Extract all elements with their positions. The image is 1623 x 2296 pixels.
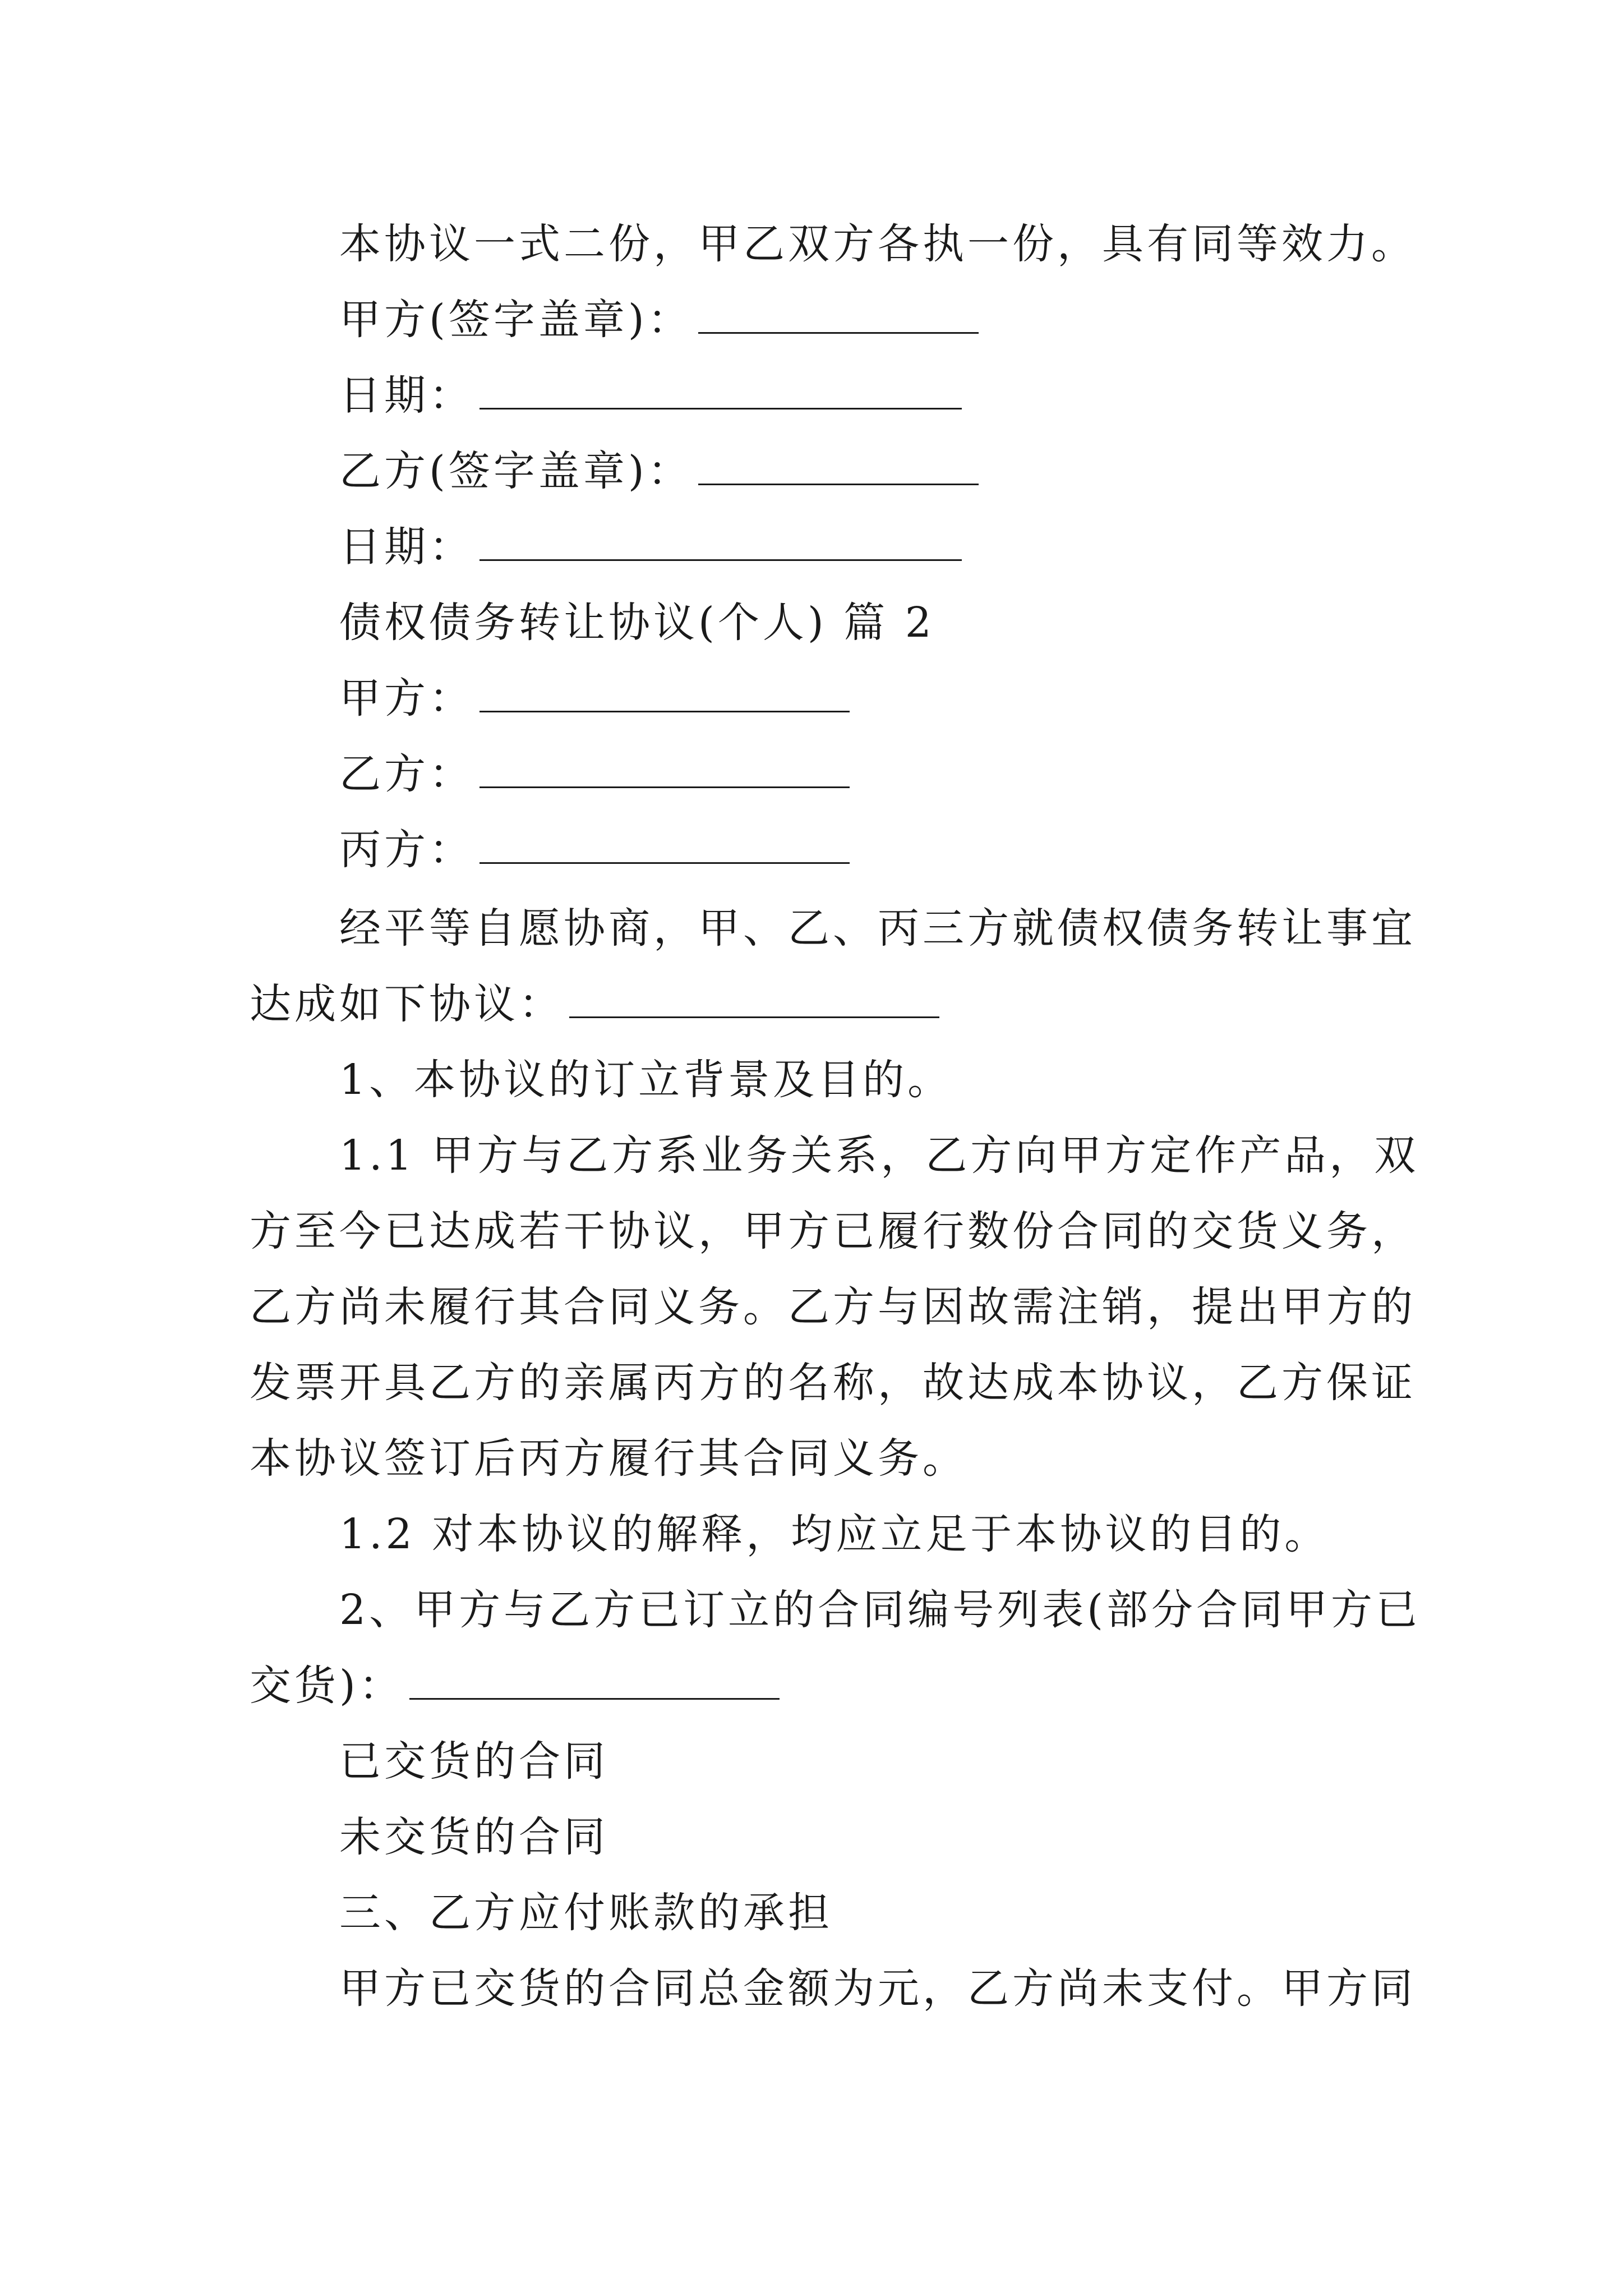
clause-1-1-line-1 [339, 1130, 1419, 1181]
section-title-text: 债权债务转让协议(个人) 篇 2 [339, 599, 935, 647]
clause-title-text: 三、乙方应付账款的承担 [339, 1889, 833, 1937]
clause-3-text [339, 1963, 1416, 2014]
clause-1-1-line-4 [250, 1358, 1416, 1408]
clause-text: 交货)： [250, 1662, 404, 1710]
section-title [339, 597, 935, 648]
date-line-party-a [339, 370, 962, 421]
clause-2-line-1 [339, 1585, 1421, 1635]
clause-text: 乙方尚未履行其合同义务。乙方与因故需注销，提出甲方的 [250, 1283, 1416, 1331]
delivered-text: 已交货的合同 [339, 1737, 608, 1786]
party-blank [479, 752, 850, 788]
closing-clause [339, 219, 1416, 269]
clause-3-title [339, 1888, 833, 1938]
undelivered-contracts [339, 1812, 608, 1862]
signature-label: 甲方(签字盖章)： [339, 296, 693, 344]
party-blank [479, 827, 850, 864]
party-label: 甲方： [339, 674, 474, 723]
party-blank [479, 676, 850, 712]
party-c-line [339, 825, 850, 875]
clause-text: 方至今已达成若干协议，甲方已履行数份合同的交货义务， [250, 1207, 1416, 1255]
intro-line-1 [339, 903, 1416, 954]
clause-1-title [339, 1055, 952, 1105]
intro-blank [569, 982, 939, 1018]
intro-line-2 [250, 979, 939, 1029]
party-b-line [339, 749, 850, 799]
clause-1-1-line-5 [250, 1433, 967, 1484]
party-label: 乙方： [339, 750, 474, 798]
clause-text: 1.2 对本协议的解释，均应立足于本协议的目的。 [339, 1510, 1330, 1558]
intro-text: 经平等自愿协商，甲、乙、丙三方就债权债务转让事宜 [339, 904, 1416, 953]
clause-1-2 [339, 1509, 1329, 1559]
clause-1-1-line-3 [250, 1282, 1416, 1332]
date-line-party-b [339, 522, 962, 572]
delivered-contracts [339, 1736, 608, 1787]
signature-blank [698, 449, 979, 485]
date-label: 日期： [339, 523, 474, 571]
clause-text: 1.1 甲方与乙方系业务关系，乙方向甲方定作产品，双 [339, 1131, 1419, 1180]
party-a-line [339, 673, 850, 724]
date-blank [479, 524, 962, 561]
clause-title-text: 1、本协议的订立背景及目的。 [339, 1056, 953, 1104]
signature-line-party-a [339, 295, 979, 345]
contract-list-blank [409, 1663, 780, 1700]
closing-text: 本协议一式二份，甲乙双方各执一份，具有同等效力。 [339, 220, 1416, 268]
date-blank [479, 373, 962, 409]
clause-text: 甲方已交货的合同总金额为元，乙方尚未支付。甲方同 [339, 1964, 1416, 2013]
signature-label: 乙方(签字盖章)： [339, 447, 693, 495]
clause-2-line-2 [250, 1660, 780, 1711]
clause-text: 本协议签订后丙方履行其合同义务。 [250, 1434, 967, 1483]
clause-text: 2、甲方与乙方已订立的合同编号列表(部分合同甲方已 [339, 1586, 1421, 1634]
party-label: 丙方： [339, 826, 474, 874]
intro-text: 达成如下协议： [250, 980, 564, 1028]
undelivered-text: 未交货的合同 [339, 1813, 608, 1861]
signature-blank [698, 297, 979, 334]
date-label: 日期： [339, 371, 474, 420]
signature-line-party-b [339, 446, 979, 496]
clause-text: 发票开具乙方的亲属丙方的名称，故达成本协议，乙方保证 [250, 1359, 1416, 1407]
clause-1-1-line-2 [250, 1206, 1416, 1257]
